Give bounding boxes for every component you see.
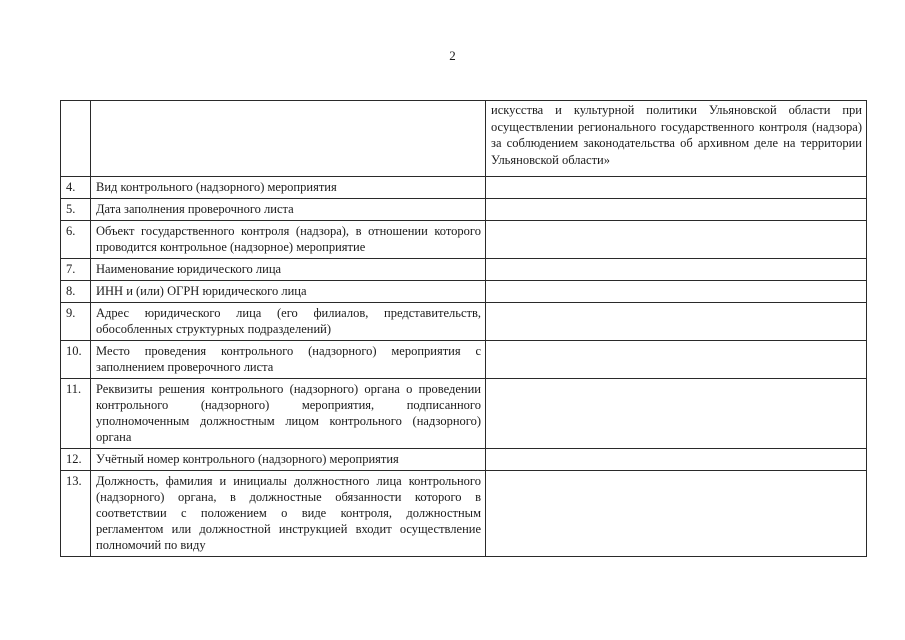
row-value	[486, 281, 867, 303]
row-value	[486, 471, 867, 557]
table-row	[61, 341, 867, 379]
row-value	[486, 221, 867, 259]
continuation-text-cell: искусства и культурной политики Ульяновской области при осуществлении регионального государственного контроля (надзора) за соблюдением законодательства об архивном деле на территории Ульяновской области»	[486, 101, 867, 177]
checklist-table	[60, 100, 867, 557]
table-row	[61, 379, 867, 449]
row-value	[486, 449, 867, 471]
table-row	[61, 449, 867, 471]
row-value	[486, 303, 867, 341]
table-row	[61, 259, 867, 281]
row-value	[486, 341, 867, 379]
row-label: Реквизиты решения контрольного (надзорного) органа о проведении контрольного (надзорного) мероприятия, подписанного уполномоченным должностным лицом контрольного (надзорного) органа	[91, 379, 486, 449]
row-number: 4.	[61, 177, 91, 199]
row-value	[486, 259, 867, 281]
row-number: 11.	[61, 379, 91, 449]
row-number: 9.	[61, 303, 91, 341]
table-row	[61, 199, 867, 221]
table-row	[61, 303, 867, 341]
row-number: 8.	[61, 281, 91, 303]
row-label: Адрес юридического лица (его филиалов, представительств, обособленных структурных подразделений)	[91, 303, 486, 341]
row-number: 12.	[61, 449, 91, 471]
row-label: Вид контрольного (надзорного) мероприятия	[91, 177, 486, 199]
page-number: 2	[449, 48, 456, 63]
row-number: 7.	[61, 259, 91, 281]
row-label: Место проведения контрольного (надзорного) мероприятия с заполнением проверочного листа	[91, 341, 486, 379]
row-number-cell	[61, 101, 91, 177]
row-label-cell	[91, 101, 486, 177]
row-label: Учётный номер контрольного (надзорного) мероприятия	[91, 449, 486, 471]
row-number: 5.	[61, 199, 91, 221]
row-label: Наименование юридического лица	[91, 259, 486, 281]
table-row	[61, 177, 867, 199]
row-label: Объект государственного контроля (надзора), в отношении которого проводится контрольное (надзорное) мероприятие	[91, 221, 486, 259]
row-label: Должность, фамилия и инициалы должностного лица контрольного (надзорного) органа, в должностные обязанности которого в соответствии с положением о виде контроля, должностным регламентом или должностной инструкцией входит осуществление полномочий по виду	[91, 471, 486, 557]
row-label: Дата заполнения проверочного листа	[91, 199, 486, 221]
row-number: 13.	[61, 471, 91, 557]
table-row	[61, 221, 867, 259]
row-number: 10.	[61, 341, 91, 379]
table-row	[61, 281, 867, 303]
table-row-continuation	[61, 101, 867, 177]
row-value	[486, 199, 867, 221]
row-label: ИНН и (или) ОГРН юридического лица	[91, 281, 486, 303]
row-value	[486, 379, 867, 449]
row-number: 6.	[61, 221, 91, 259]
table-row	[61, 471, 867, 557]
row-value	[486, 177, 867, 199]
